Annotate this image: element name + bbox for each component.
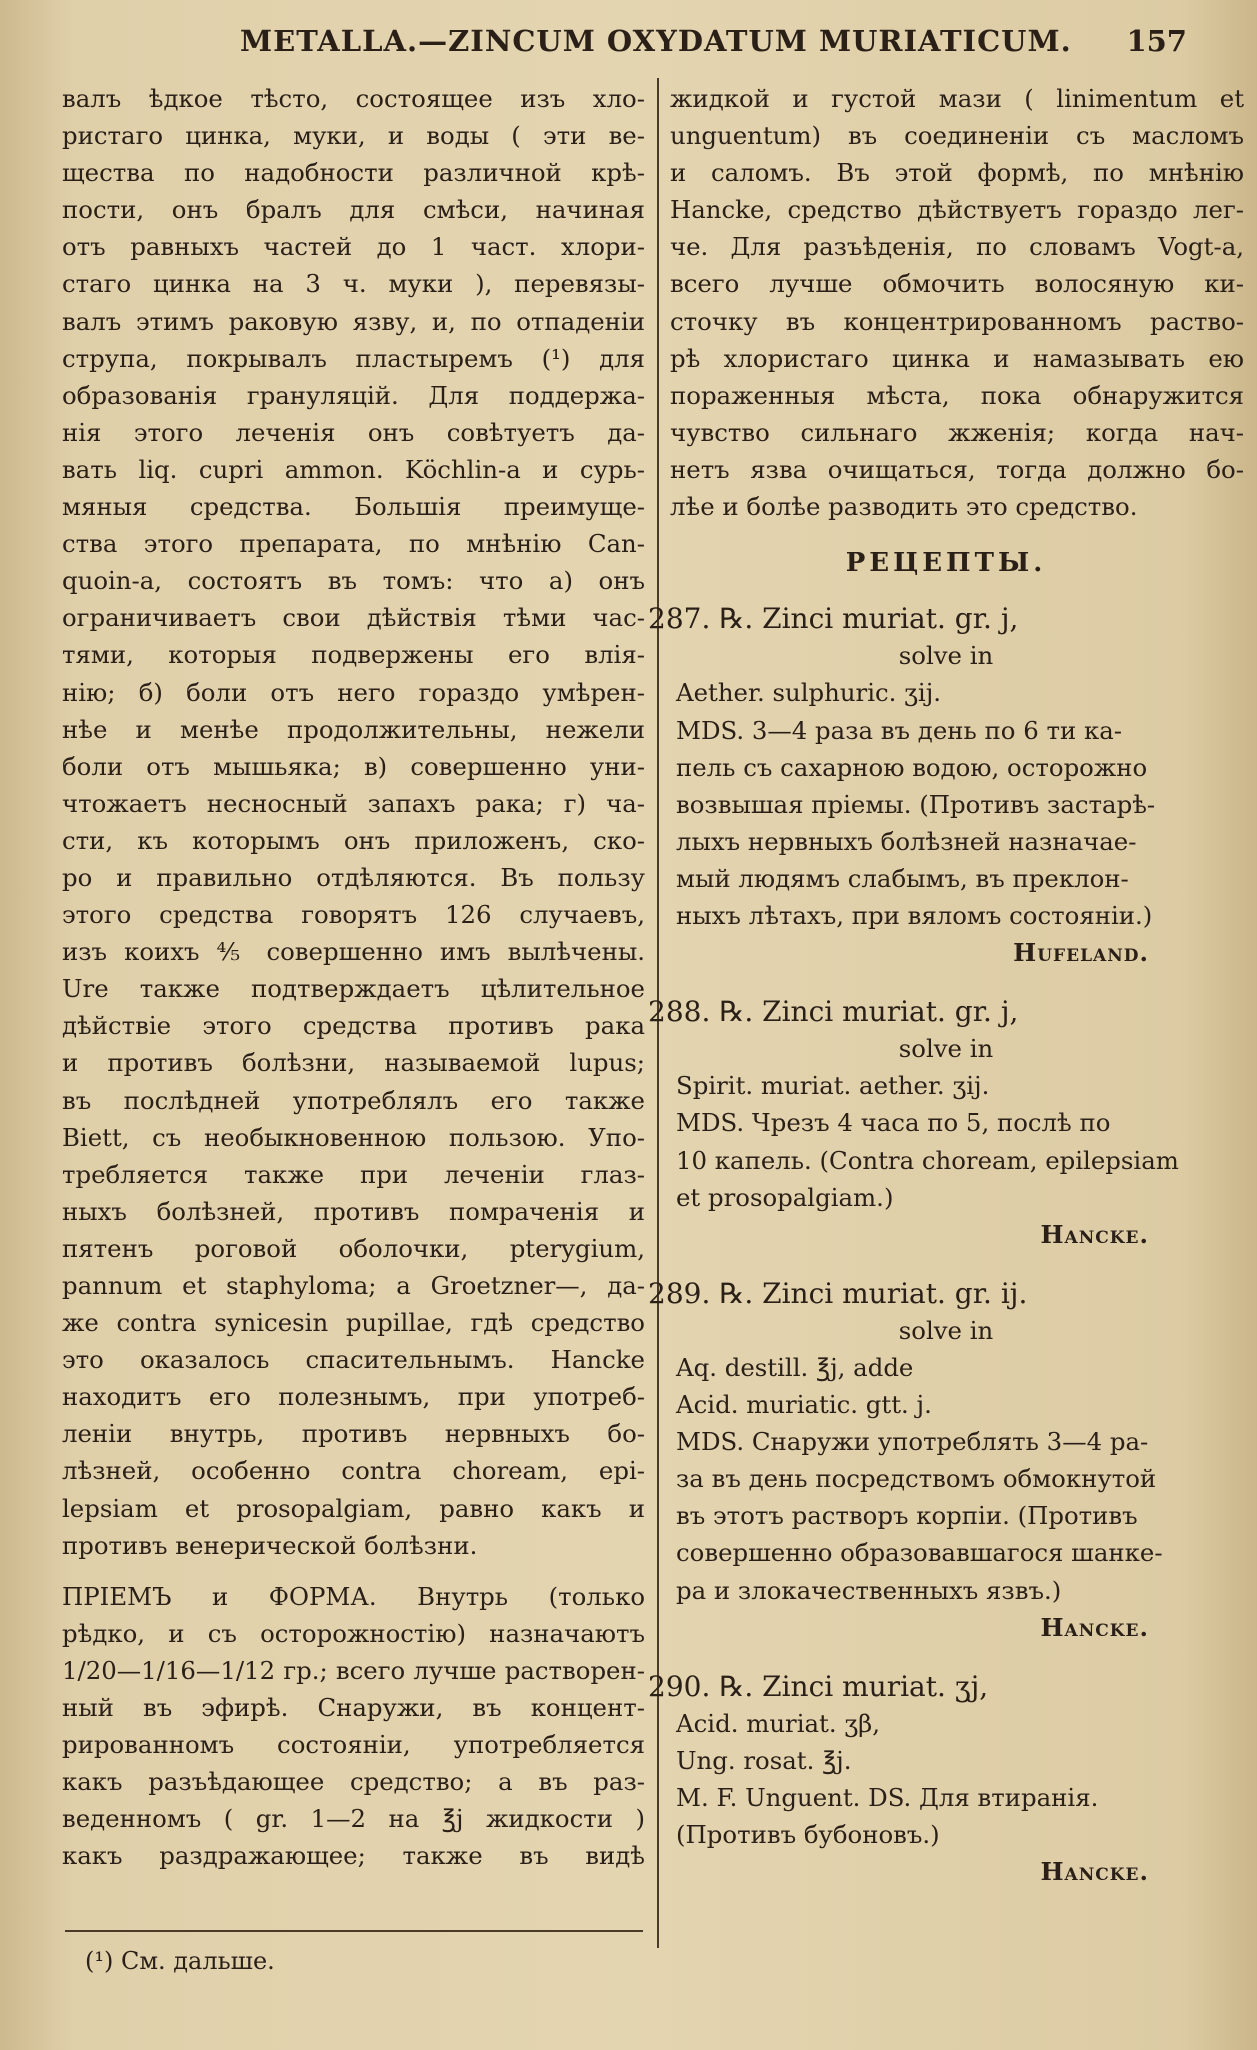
recipe-number: 288. ℞. Zinci muriat. gr. j, <box>648 995 1019 1029</box>
recipe-line: MDS. Чрезъ 4 часа по 5, послѣ по <box>676 1108 1111 1138</box>
text-line: ро и правильно отдѣляются. Въ пользу <box>62 862 645 892</box>
recipe-line: et prosopalgiam.) <box>676 1182 894 1212</box>
text-line: и противъ болѣзни, называемой lupus; <box>62 1048 645 1078</box>
recipe-author: Hufeland. <box>1013 938 1149 968</box>
recipe-line: Spirit. muriat. aether. ʒij. <box>676 1071 990 1101</box>
recipes-heading: РЕЦЕПТЫ. <box>845 548 1047 579</box>
text-line: ПРІЕМЪ и ФОРМА. Внутрь (только <box>62 1581 645 1611</box>
recipe-line: MDS. Снаружи употреблять 3—4 ра- <box>676 1427 1149 1457</box>
text-line: мяныя средства. Большія преимуще- <box>62 492 645 522</box>
text-line: этого средства говорятъ 126 случаевъ, <box>62 900 645 930</box>
text-line: Ure также подтверждаетъ цѣлительное <box>62 974 645 1004</box>
text-line: Biett, съ необыкновенною пользою. Упо- <box>62 1122 645 1152</box>
text-line: нія этого леченія онъ совѣтуетъ да- <box>62 417 645 447</box>
text-line: и саломъ. Въ этой формѣ, по мнѣнію <box>670 158 1244 188</box>
recipe-block <box>648 1275 1244 1646</box>
text-line: рѣ хлористаго цинка и намазывать ею <box>670 343 1244 373</box>
recipe-line: Acid. muriatic. gtt. j. <box>676 1390 932 1420</box>
text-line: ныхъ болѣзней, противъ помраченія и <box>62 1196 645 1226</box>
recipe-line: ра и злокачественныхъ язвъ.) <box>676 1575 1062 1605</box>
recipe-line: Ung. rosat. ℥j. <box>676 1745 852 1775</box>
text-line: отъ равныхъ частей до 1 част. хлори- <box>62 232 645 262</box>
text-line: ный въ эфирѣ. Снаружи, въ концент- <box>62 1693 645 1723</box>
text-line: пораженныя мѣста, пока обнаружится <box>670 380 1244 410</box>
text-line: всего лучше обмочить волосяную ки- <box>670 269 1244 299</box>
intro-paragraph <box>648 80 1244 525</box>
recipe-line: совершенно образовавшагося шанке- <box>676 1538 1163 1568</box>
text-line: тями, которыя подвержены его влія- <box>62 640 645 670</box>
text-line: боли отъ мышьяка; в) совершенно уни- <box>62 751 645 781</box>
text-line: ограничиваетъ свои дѣйствія тѣми час- <box>62 603 645 633</box>
text-line: пятенъ роговой оболочки, pterygium, <box>62 1233 645 1263</box>
text-line: веденномъ ( gr. 1—2 на ℥j жидкости ) <box>62 1804 645 1834</box>
text-line: же contra synicesin pupillae, гдѣ средство <box>62 1308 645 1338</box>
text-line: pannum et staphyloma; а Groetzner—, да- <box>62 1271 645 1300</box>
text-line: quoin-а, состоятъ въ томъ: что а) онъ <box>62 566 645 596</box>
text-line: 1/20—1/16—1/12 гр.; всего лучше растворен- <box>62 1655 645 1685</box>
text-line: валъ ѣдкое тѣсто, состоящее изъ хло- <box>62 84 645 113</box>
text-line: противъ венерической болѣзни. <box>62 1530 478 1560</box>
text-line: нетъ язва очищаться, тогда должно бо- <box>670 454 1244 484</box>
text-line: лѣе и болѣе разводить это средство. <box>670 492 1138 522</box>
text-line: валъ этимъ раковую язву, и, по отпаденіи <box>62 306 645 336</box>
text-line: сти, къ которымъ онъ приложенъ, ско- <box>62 825 645 855</box>
text-line: какъ раздражающее; также въ видѣ <box>62 1841 645 1871</box>
page-number: 157 <box>1126 24 1187 58</box>
recipe-line: Aq. destill. ℥j, adde <box>676 1353 914 1382</box>
text-line: дѣйствіе этого средства противъ рака <box>62 1011 645 1041</box>
footnote-rule <box>65 1930 643 1932</box>
text-line: вать liq. cupri ammon. Köchlin-а и сурь- <box>62 454 645 484</box>
recipe-solve-in: solve in <box>898 1034 994 1064</box>
recipe-line: (Противъ бубоновъ.) <box>676 1820 940 1850</box>
text-line: unguentum) въ соединеніи съ масломъ <box>670 121 1244 151</box>
right-column <box>648 80 1244 1890</box>
recipe-line: 10 капель. (Contra choream, epilepsiam <box>676 1145 1179 1175</box>
text-line: Hancke, средство дѣйствуетъ гораздо лег- <box>670 195 1244 225</box>
running-title: METALLA.—ZINCUM OXYDATUM MURIATICUM. <box>240 24 1072 58</box>
recipe-author: Hancke. <box>1040 1857 1149 1887</box>
text-line: образованія грануляцій. Для поддержа- <box>62 380 645 410</box>
recipe-line: за въ день посредствомъ обмокнутой <box>676 1464 1157 1494</box>
text-line: какъ разъѣдающее средство; а въ раз- <box>62 1767 645 1797</box>
text-line: рѣдко, и съ осторожностію) назначаютъ <box>62 1618 645 1648</box>
recipe-line: Acid. muriat. ʒβ, <box>676 1708 880 1738</box>
recipe-line: MDS. 3—4 раза въ день по 6 ти ка- <box>676 715 1123 745</box>
text-line: чувство сильнаго жженія; когда нач- <box>670 417 1244 447</box>
recipe-line: въ этотъ растворъ корпіи. (Противъ <box>676 1501 1138 1531</box>
text-line: въ послѣдней употреблялъ его также <box>62 1085 645 1115</box>
recipe-author: Hancke. <box>1040 1612 1149 1642</box>
recipe-block <box>648 600 1244 971</box>
recipe-line: M. F. Unguent. DS. Для втиранія. <box>676 1783 1099 1813</box>
text-line: жидкой и густой мази ( linimentum et <box>670 84 1244 113</box>
text-line: леніи внутрь, противъ нервныхъ бо- <box>62 1419 645 1449</box>
text-line: сточку въ концентрированномъ раство- <box>670 306 1244 336</box>
text-line: че. Для разъѣденія, по словамъ Vogt-а, <box>670 232 1244 262</box>
text-line: изъ коихъ ⅘ совершенно имъ вылѣчены. <box>62 937 645 967</box>
recipe-line: возвышая пріемы. (Противъ застарѣ- <box>676 789 1156 819</box>
text-line: рированномъ состояніи, употребляется <box>62 1730 645 1760</box>
left-column <box>62 80 645 1875</box>
recipe-author: Hancke. <box>1040 1219 1149 1249</box>
text-line: нѣе и менѣе продолжительны, нежели <box>62 714 645 744</box>
recipe-line: лыхъ нервныхъ болѣзней назначае- <box>676 826 1137 856</box>
running-header <box>60 18 1197 64</box>
text-line: щества по надобности различной крѣ- <box>62 158 645 188</box>
recipe-line: мый людямъ слабымъ, въ преклон- <box>676 863 1129 893</box>
text-line: пости, онъ бралъ для смѣси, начиная <box>62 195 645 225</box>
paragraph-gap <box>62 1564 645 1578</box>
recipe-line: пель съ сахарною водою, осторожно <box>676 752 1148 782</box>
text-line: лѣзней, особенно contra choream, epi- <box>62 1456 645 1486</box>
text-line: стаго цинка на 3 ч. муки ), перевязы- <box>62 269 645 299</box>
text-line: ства этого препарата, по мнѣнію Can- <box>62 529 645 559</box>
recipe-block <box>648 1668 1244 1891</box>
text-line: ристаго цинка, муки, и воды ( эти ве- <box>62 121 645 151</box>
recipe-number: 287. ℞. Zinci muriat. gr. j, <box>648 602 1019 636</box>
recipe-block <box>648 993 1244 1253</box>
recipe-solve-in: solve in <box>898 641 994 671</box>
text-line: требляется также при леченіи глаз- <box>62 1159 645 1189</box>
recipe-number: 290. ℞. Zinci muriat. ʒj, <box>648 1669 989 1703</box>
text-line: lepsiam et prosopalgiam, равно какъ и <box>62 1493 645 1523</box>
recipe-line: ныхъ лѣтахъ, при вяломъ состояніи.) <box>676 900 1153 930</box>
recipe-number: 289. ℞. Zinci muriat. gr. ij. <box>648 1276 1028 1310</box>
footnote: (¹) См. дальше. <box>85 1947 275 1975</box>
text-line: это оказалось спасительнымъ. Hancke <box>62 1345 645 1375</box>
recipe-solve-in: solve in <box>898 1315 994 1345</box>
text-line: струпа, покрывалъ пластыремъ (¹) для <box>62 343 645 373</box>
text-line: находитъ его полезнымъ, при употреб- <box>62 1382 645 1412</box>
text-line: нію; б) боли отъ него гораздо умѣрен- <box>62 677 645 707</box>
recipe-line: Aether. sulphuric. ʒij. <box>676 678 942 708</box>
text-line: чтожаетъ несносный запахъ рака; г) ча- <box>62 788 645 818</box>
